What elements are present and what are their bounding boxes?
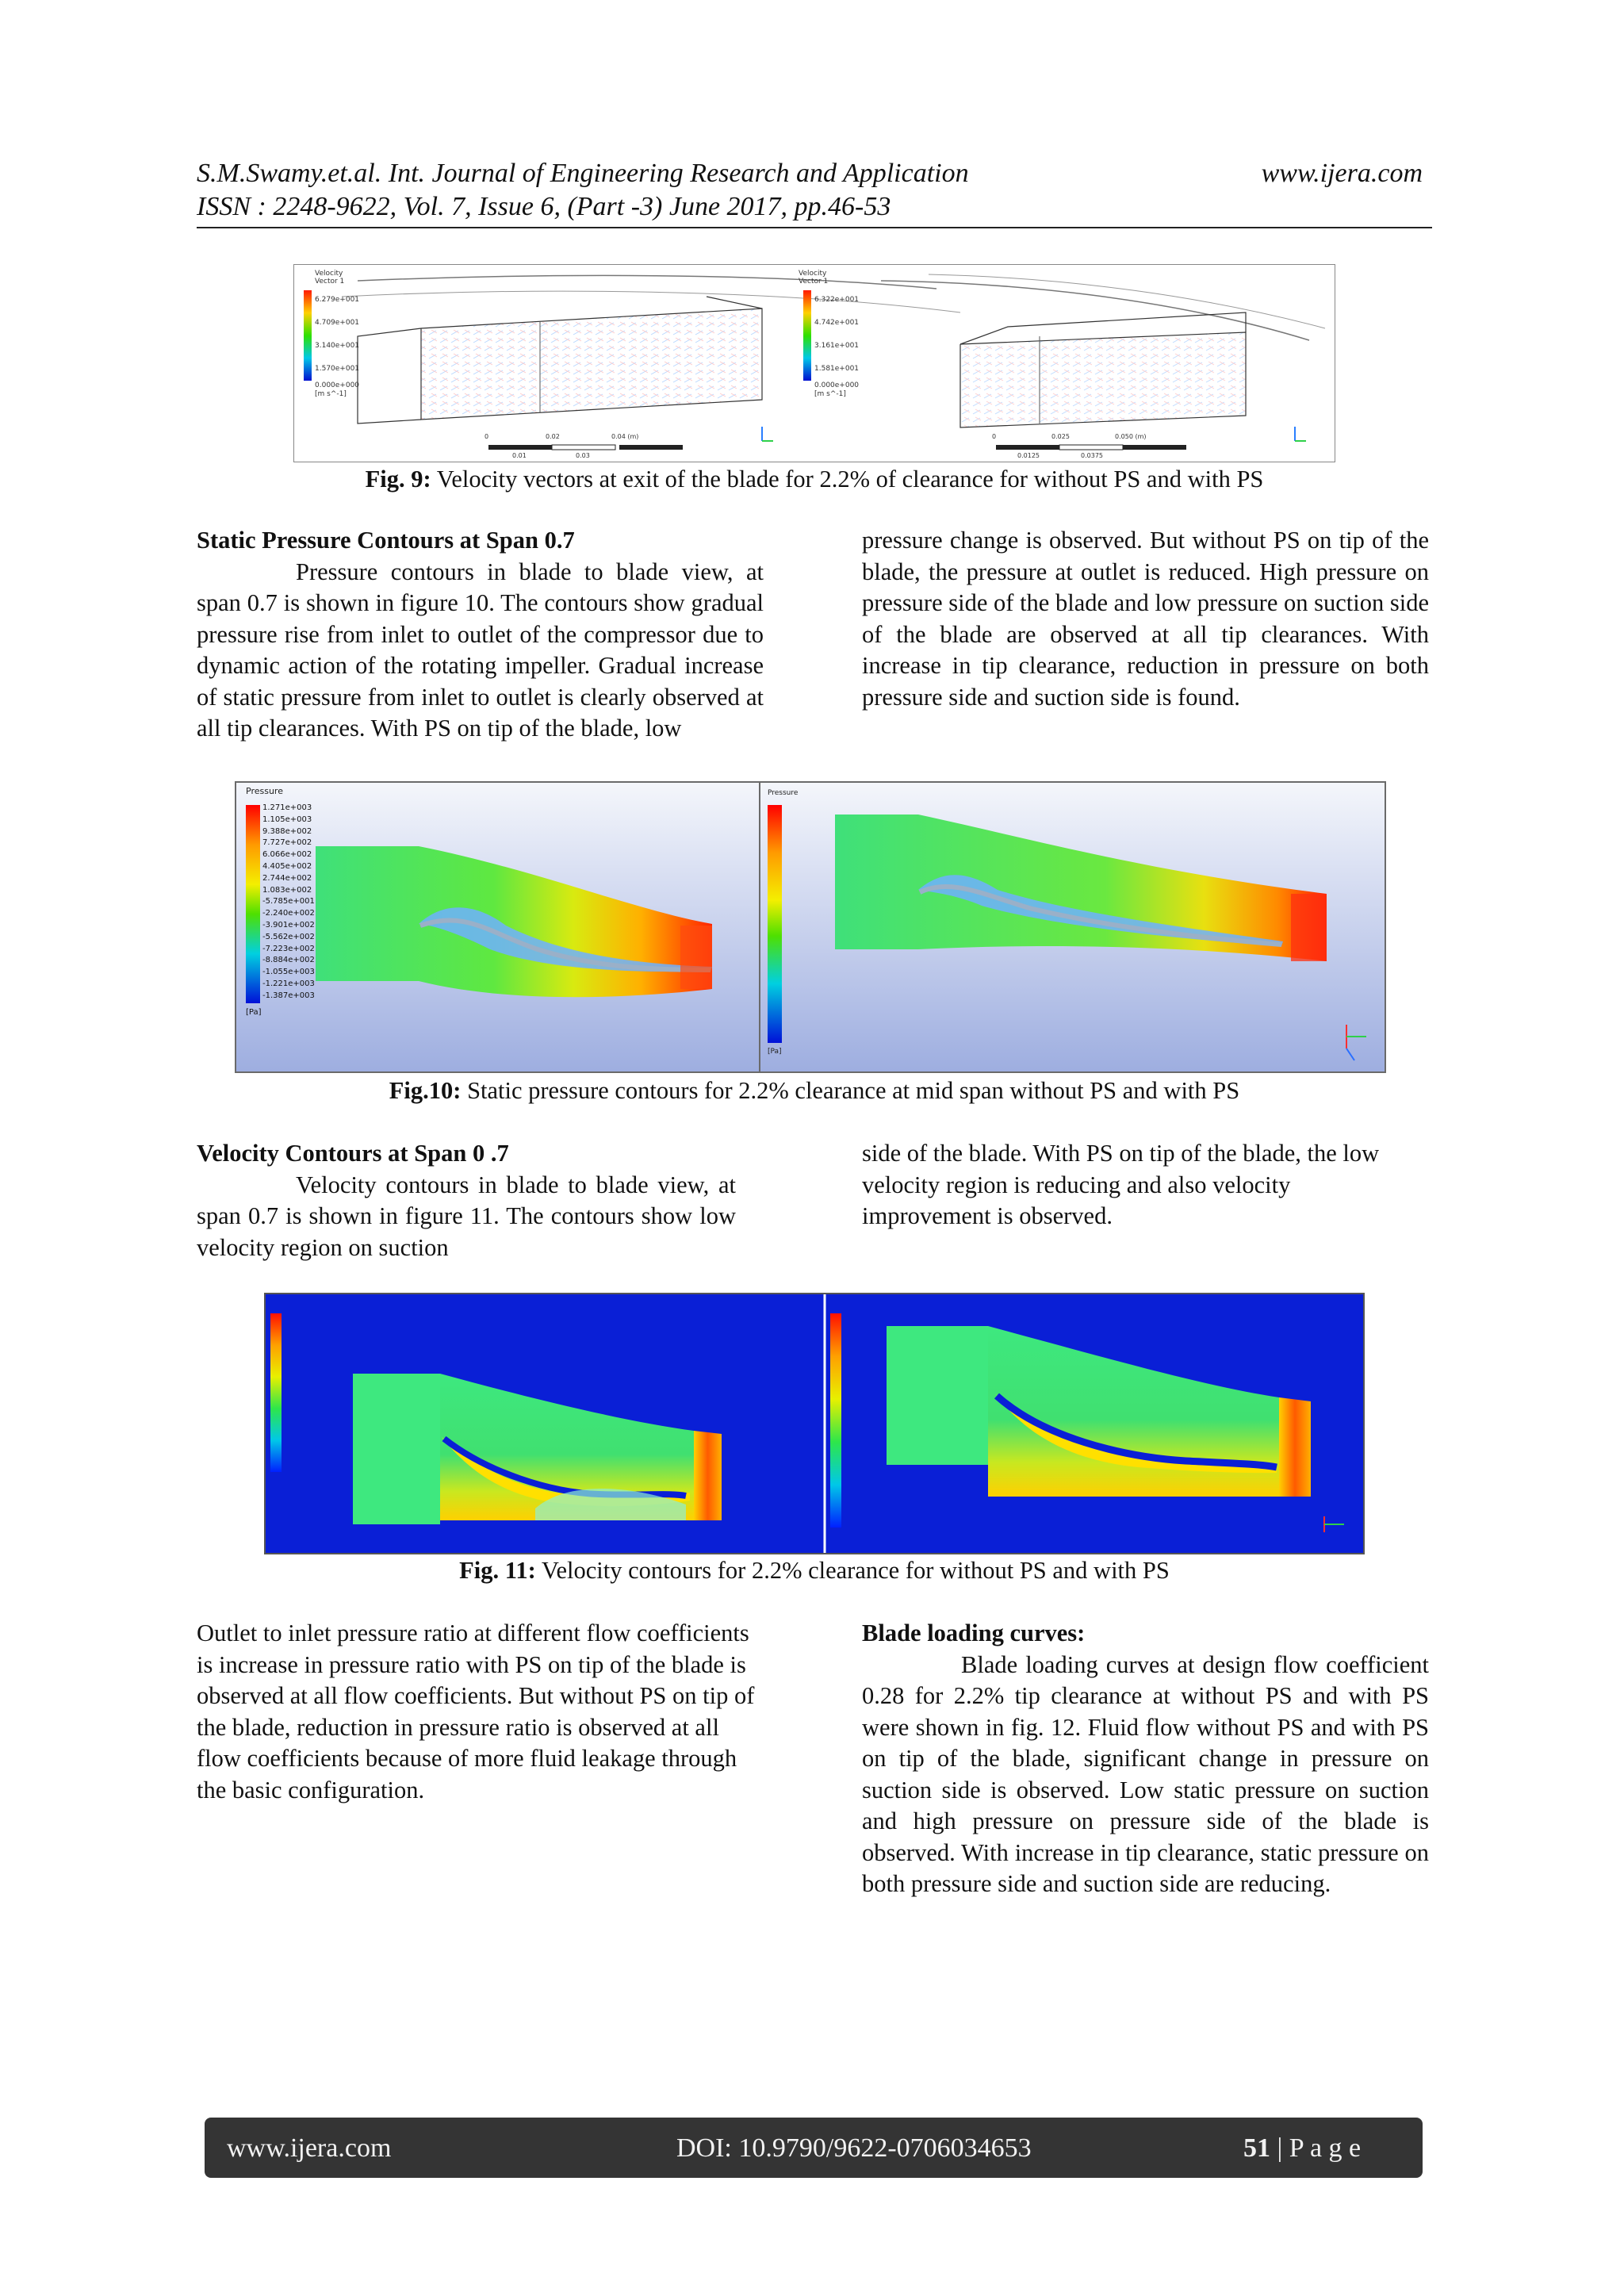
fig9-right-legend-title: Velocity (799, 270, 827, 278)
fig9-left-legend-value: 0.000e+000 (315, 381, 360, 389)
section-heading-blade-loading: Blade loading curves: (862, 1619, 1086, 1646)
fig9-left-legend-title: Velocity (315, 270, 343, 278)
fig10-static-pressure-contours-image (235, 781, 1386, 1073)
fig10-left-legend-unit: [Pa] (246, 1008, 262, 1017)
fig10-left-legend-title: Pressure (246, 786, 283, 796)
fig10-left-legend-value: 4.405e+002 (262, 861, 312, 871)
velocity-right-column (862, 1138, 1401, 1232)
fig11-caption-label: Fig. 11: (459, 1557, 536, 1584)
fig9-right-legend-value: 4.742e+001 (814, 319, 860, 327)
blade-loading-right-column (862, 1618, 1429, 1900)
fig9-right-legend-subtitle: Vector 1 (799, 278, 829, 286)
fig10-caption-text: Static pressure contours for 2.2% clearance at mid span without PS and with PS (461, 1077, 1240, 1104)
fig9-left-scale-label: 0.01 (512, 452, 527, 459)
running-header-citation: S.M.Swamy.et.al. Int. Journal of Engineering Research and Application (197, 159, 969, 188)
pressure-ratio-left-column (197, 1618, 764, 1806)
fig11-caption-text: Velocity contours for 2.2% clearance for without PS and with PS (535, 1557, 1170, 1584)
fig10-left-legend-value: -1.221e+003 (262, 979, 315, 988)
static-pressure-left-column (197, 525, 764, 745)
paragraph: Pressure contours in blade to blade view, at span 0.7 is shown in figure 10. The contours show gradual pressure rise from inlet to outlet of the compressor due to dynamic action of the rotating impeller. Gradual increase of static pressure from inlet to outlet is clearly observed at all tip clearances. With PS on tip of the blade, low (197, 558, 764, 742)
fig10-left-legend-value: -2.240e+002 (262, 909, 315, 918)
fig11-velocity-contours-image (264, 1293, 1365, 1554)
fig9-right-scale-label: 0 (992, 433, 997, 440)
running-header-issn: ISSN : 2248-9622, Vol. 7, Issue 6, (Part -3) June 2017, pp.46-53 (197, 192, 891, 221)
header-rule (197, 227, 1432, 228)
fig10-left-legend-value: -1.055e+003 (262, 968, 315, 977)
fig10-left-legend-value: 9.388e+002 (262, 826, 312, 836)
fig9-left-legend-subtitle: Vector 1 (315, 278, 345, 286)
fig10-left-legend-value: 1.105e+003 (262, 815, 312, 824)
fig10-left-legend-value: -5.562e+002 (262, 932, 315, 941)
fig10-right-legend-unit: [Pa] (768, 1048, 782, 1056)
fig9-left-legend-unit: [m s^-1] (315, 390, 347, 398)
fig10-left-legend-value: 7.727e+002 (262, 838, 312, 848)
footer-page-number (1243, 2133, 1361, 2164)
fig9-right-scale-label: 0.0375 (1081, 452, 1103, 459)
page-label: | P a g e (1270, 2133, 1362, 2163)
section-heading-velocity: Velocity Contours at Span 0 .7 (197, 1140, 509, 1167)
fig9-left-scale-label: 0.04 (m) (611, 433, 639, 440)
fig10-left-legend-value: -1.387e+003 (262, 991, 315, 1000)
fig9-right-scale-label: 0.0125 (1017, 452, 1040, 459)
footer-doi: DOI: 10.9790/9622-0706034653 (676, 2133, 1032, 2163)
fig10-left-legend-value: 1.083e+002 (262, 885, 312, 895)
paragraph: pressure change is observed. But without PS on tip of the blade, the pressure at outlet is reduced. High pressure on pressure side of the blade and low pressure on suction side of the blade are observed at all tip clearances. With increase in tip clearance, reduction in pressure on both pressure side and suction side is found. (862, 527, 1429, 711)
paragraph: Blade loading curves at design flow coefficient 0.28 for 2.2% tip clearance at without PS and with PS were shown in fig. 12. Fluid flow without PS and with PS on tip of the blade, significant change in pressure on suction side is observed. Low static pressure on suction and high pressure on pressure side of the blade is observed. With increase in tip clearance, static pressure on both pressure side and suction side are reducing. (862, 1650, 1429, 1897)
fig10-left-legend-value: 2.744e+002 (262, 873, 312, 883)
fig10-left-legend-value: -5.785e+001 (262, 897, 315, 907)
static-pressure-right-column (862, 525, 1429, 713)
fig9-right-legend-value: 1.581e+001 (814, 365, 860, 373)
fig9-left-scale-label: 0 (485, 433, 489, 440)
fig9-left-legend-value: 3.140e+001 (315, 342, 360, 350)
paragraph: Velocity contours in blade to blade view, at span 0.7 is shown in figure 11. The contours show low velocity region on suction (197, 1171, 736, 1261)
paragraph: Outlet to inlet pressure ratio at different flow coefficients is increase in pressure ratio with PS on tip of the blade is observed at all flow coefficients. But without PS on tip of the blade, reduction in pressure ratio is observed at all flow coefficients because of more fluid leakage through the basic configuration. (197, 1619, 755, 1803)
fig9-right-scale-label: 0.050 (m) (1115, 433, 1147, 440)
fig9-left-legend-value: 6.279e+001 (315, 296, 360, 304)
running-header-website[interactable]: www.ijera.com (1261, 159, 1423, 188)
fig10-left-legend-value: 6.066e+002 (262, 850, 312, 860)
fig10-left-legend-value: -3.901e+002 (262, 920, 315, 930)
fig9-left-scale-label: 0.02 (546, 433, 560, 440)
velocity-left-column (197, 1138, 736, 1263)
footer-website-link[interactable]: www.ijera.com (227, 2133, 392, 2163)
section-heading-static-pressure: Static Pressure Contours at Span 0.7 (197, 527, 575, 554)
fig9-left-legend-value: 4.709e+001 (315, 319, 360, 327)
fig9-left-scale-label: 0.03 (576, 452, 590, 459)
page-footer (205, 2118, 1423, 2178)
fig10-right-legend-title: Pressure (768, 789, 799, 797)
fig9-right-legend-value: 6.322e+001 (814, 296, 860, 304)
fig9-right-legend-value: 0.000e+000 (814, 381, 860, 389)
fig9-right-legend-value: 3.161e+001 (814, 342, 860, 350)
paragraph: side of the blade. With PS on tip of the blade, the low velocity region is reducing and also velocity improvement is observed. (862, 1140, 1380, 1229)
fig10-left-legend-value: -8.884e+002 (262, 956, 315, 965)
fig9-caption-label: Fig. 9: (365, 466, 431, 493)
page-number: 51 (1243, 2133, 1270, 2163)
fig10-left-legend-value: -7.223e+002 (262, 944, 315, 953)
fig10-caption (197, 1075, 1432, 1106)
fig9-caption (197, 463, 1432, 495)
fig9-left-legend-value: 1.570e+001 (315, 365, 360, 373)
fig10-left-legend-value: 1.271e+003 (262, 803, 312, 812)
fig9-velocity-vectors-image (293, 264, 1335, 462)
fig11-caption (197, 1554, 1432, 1586)
fig9-caption-text: Velocity vectors at exit of the blade for 2.2% of clearance for without PS and with PS (431, 466, 1264, 493)
fig10-caption-label: Fig.10: (389, 1077, 462, 1104)
fig9-right-legend-unit: [m s^-1] (814, 390, 846, 398)
fig9-right-scale-label: 0.025 (1051, 433, 1070, 440)
